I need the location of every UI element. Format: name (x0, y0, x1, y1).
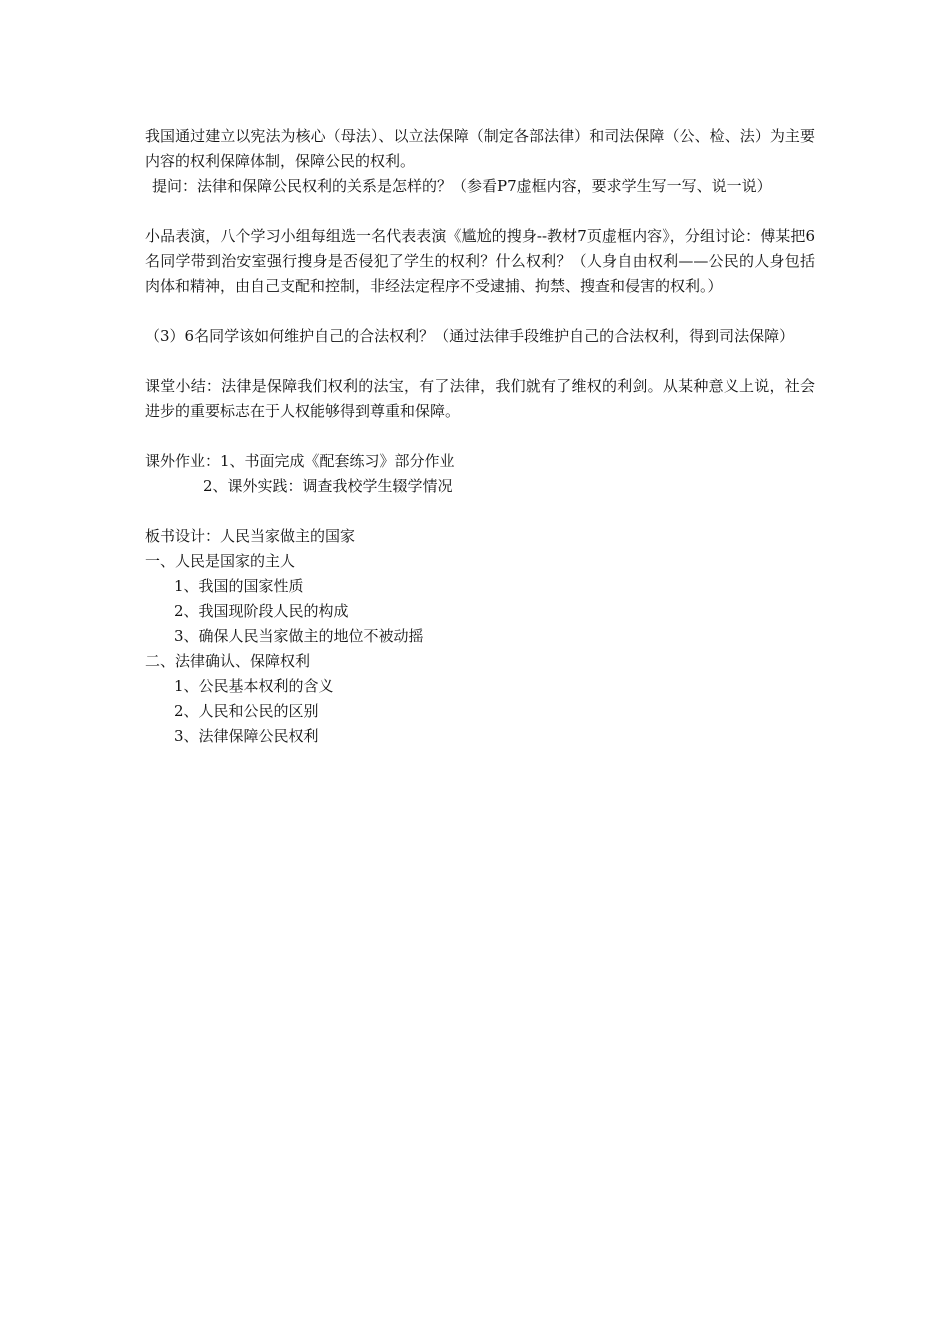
board-title: 板书设计：人民当家做主的国家 (145, 527, 356, 545)
homework-line-2: 2、课外实践：调查我校学生辍学情况 (203, 477, 453, 495)
board-section-1: 一、人民是国家的主人 (145, 552, 296, 570)
board-section-2: 二、法律确认、保障权利 (145, 652, 311, 670)
paragraph-question: 提问：法律和保障公民权利的关系是怎样的？（参看P7虚框内容，要求学生写一写、说一说） (152, 177, 772, 195)
list-item: 2、人民和公民的区别 (174, 702, 319, 720)
document-body (145, 124, 815, 749)
spacer (145, 424, 815, 449)
list-item: 3、法律保障公民权利 (174, 727, 319, 745)
spacer (145, 299, 815, 324)
spacer (145, 349, 815, 374)
list-item: 3、确保人民当家做主的地位不被动摇 (174, 627, 424, 645)
spacer (145, 499, 815, 524)
homework-line-1: 课外作业：1、书面完成《配套练习》部分作业 (145, 452, 455, 470)
paragraph-skit: 小品表演，八个学习小组每组选一名代表表演《尴尬的搜身--教材7页虚框内容》，分组讨论：傅某把6名同学带到治安室强行搜身是否侵犯了学生的权利？什么权利？（人身自由权利——公民的人身包括肉体和精神，由自己支配和控制，非经法定程序不受逮捕、拘禁、搜查和侵害的权利。） (145, 227, 815, 295)
spacer (145, 199, 815, 224)
list-item: 2、我国现阶段人民的构成 (174, 602, 349, 620)
paragraph-summary: 课堂小结：法律是保障我们权利的法宝，有了法律，我们就有了维权的利剑。从某种意义上说，社会进步的重要标志在于人权能够得到尊重和保障。 (145, 377, 815, 420)
paragraph-rights-system: 我国通过建立以宪法为核心（母法）、以立法保障（制定各部法律）和司法保障（公、检、法）为主要内容的权利保障体制，保障公民的权利。 (145, 127, 815, 170)
paragraph-legal-rights: （3）6名同学该如何维护自己的合法权利？（通过法律手段维护自己的合法权利，得到司法保障） (145, 327, 795, 345)
list-item: 1、公民基本权利的含义 (174, 677, 334, 695)
list-item: 1、我国的国家性质 (174, 577, 304, 595)
